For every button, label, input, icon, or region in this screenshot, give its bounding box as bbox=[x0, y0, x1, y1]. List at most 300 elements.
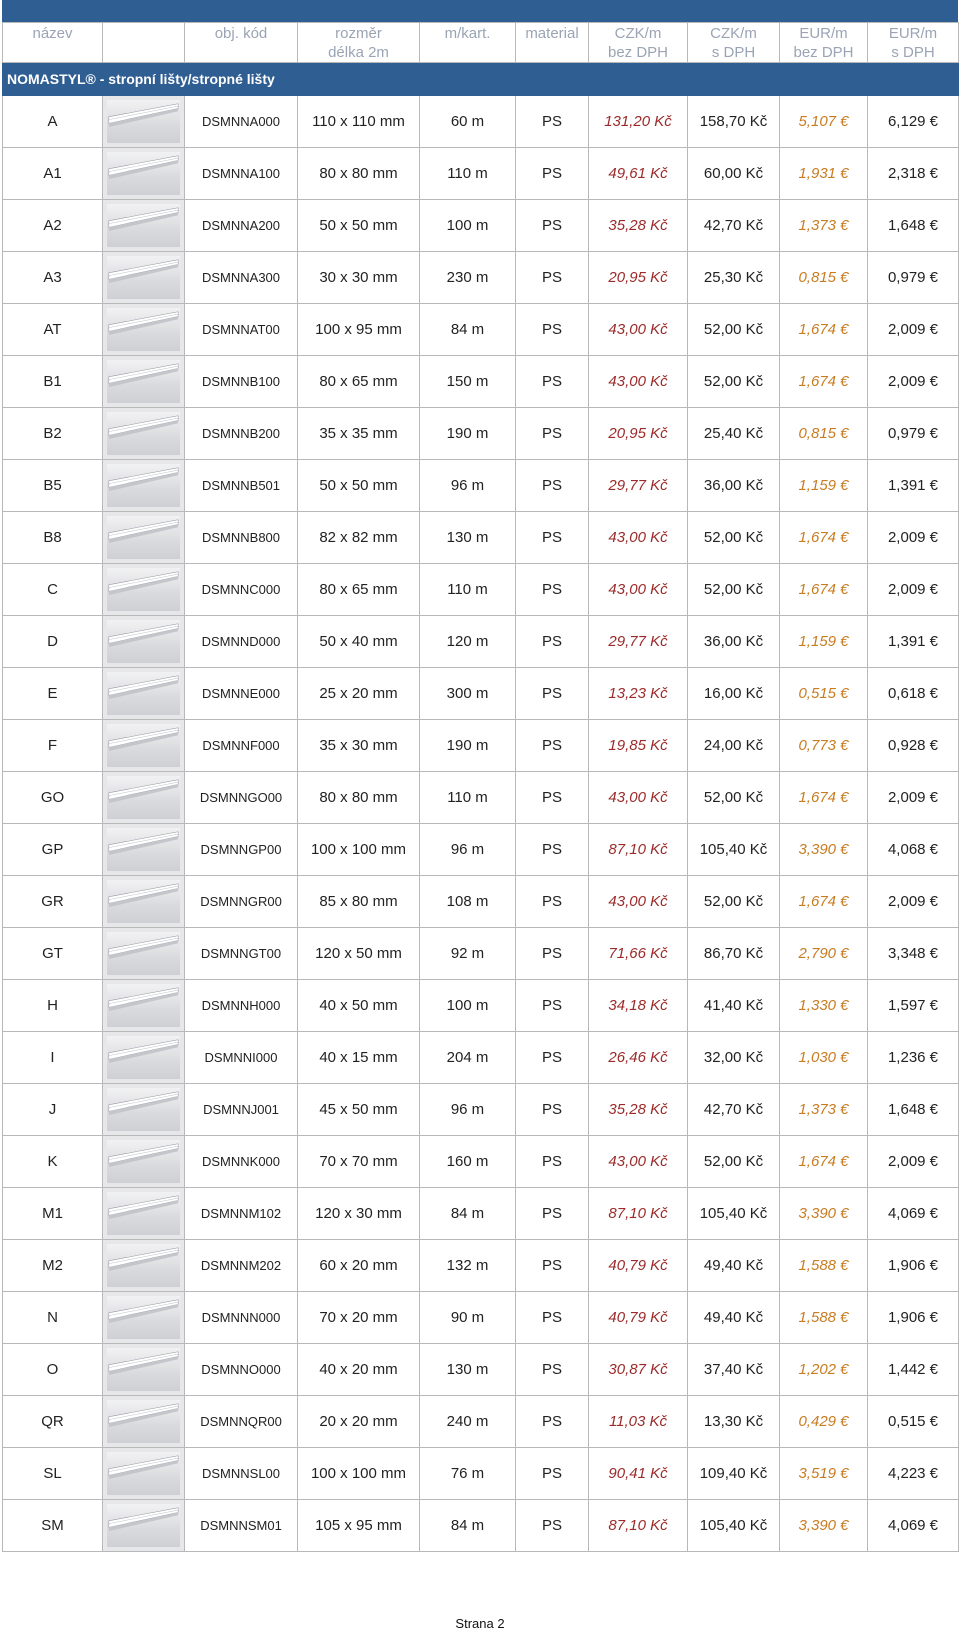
molding-photo bbox=[107, 1504, 180, 1547]
molding-photo bbox=[107, 828, 180, 871]
molding-image bbox=[103, 668, 185, 720]
cell-per-carton: 150 m bbox=[420, 356, 516, 408]
section-title: NOMASTYL® - stropní lišty/stropné lišty bbox=[3, 63, 959, 96]
header-czk-net: CZK/m bez DPH bbox=[589, 23, 688, 63]
cell-eur-net: 1,588 € bbox=[780, 1240, 868, 1292]
cell-czk-net: 49,61 Kč bbox=[589, 148, 688, 200]
cell-material: PS bbox=[516, 408, 589, 460]
table-row bbox=[3, 252, 959, 304]
cell-size: 80 x 65 mm bbox=[298, 356, 420, 408]
molding-photo bbox=[107, 1348, 180, 1391]
table-row bbox=[3, 564, 959, 616]
cell-per-carton: 96 m bbox=[420, 1084, 516, 1136]
cell-name: B1 bbox=[3, 356, 103, 408]
cell-per-carton: 90 m bbox=[420, 1292, 516, 1344]
cell-code: DSMNNAT00 bbox=[185, 304, 298, 356]
cell-per-carton: 190 m bbox=[420, 720, 516, 772]
cell-czk-net: 29,77 Kč bbox=[589, 460, 688, 512]
header-per-carton: m/kart. bbox=[420, 23, 516, 63]
cell-eur-net: 1,159 € bbox=[780, 616, 868, 668]
cell-eur-gross: 2,009 € bbox=[868, 356, 959, 408]
cell-eur-gross: 0,979 € bbox=[868, 408, 959, 460]
header-eur-gross: EUR/m s DPH bbox=[868, 23, 959, 63]
cell-code: DSMNNSM01 bbox=[185, 1500, 298, 1552]
cell-eur-net: 1,373 € bbox=[780, 1084, 868, 1136]
cell-size: 85 x 80 mm bbox=[298, 876, 420, 928]
molding-image bbox=[103, 1448, 185, 1500]
cell-czk-net: 20,95 Kč bbox=[589, 408, 688, 460]
cell-czk-gross: 49,40 Kč bbox=[688, 1292, 780, 1344]
cell-eur-net: 1,674 € bbox=[780, 564, 868, 616]
cell-czk-net: 71,66 Kč bbox=[589, 928, 688, 980]
molding-image bbox=[103, 1292, 185, 1344]
table-row bbox=[3, 96, 959, 148]
molding-photo bbox=[107, 724, 180, 767]
cell-material: PS bbox=[516, 668, 589, 720]
cell-czk-gross: 52,00 Kč bbox=[688, 876, 780, 928]
cell-czk-net: 43,00 Kč bbox=[589, 772, 688, 824]
cell-material: PS bbox=[516, 1084, 589, 1136]
cell-czk-gross: 52,00 Kč bbox=[688, 512, 780, 564]
cell-per-carton: 110 m bbox=[420, 148, 516, 200]
cell-eur-gross: 2,009 € bbox=[868, 564, 959, 616]
cell-czk-net: 40,79 Kč bbox=[589, 1292, 688, 1344]
cell-eur-net: 1,674 € bbox=[780, 772, 868, 824]
cell-czk-net: 35,28 Kč bbox=[589, 200, 688, 252]
cell-code: DSMNNGO00 bbox=[185, 772, 298, 824]
molding-image bbox=[103, 148, 185, 200]
cell-code: DSMNNH000 bbox=[185, 980, 298, 1032]
header-material: material bbox=[516, 23, 589, 63]
cell-material: PS bbox=[516, 1500, 589, 1552]
cell-size: 40 x 50 mm bbox=[298, 980, 420, 1032]
cell-czk-gross: 36,00 Kč bbox=[688, 616, 780, 668]
cell-code: DSMNNB800 bbox=[185, 512, 298, 564]
table-row bbox=[3, 1500, 959, 1552]
cell-name: A2 bbox=[3, 200, 103, 252]
molding-photo bbox=[107, 1088, 180, 1131]
molding-photo bbox=[107, 1244, 180, 1287]
cell-size: 80 x 65 mm bbox=[298, 564, 420, 616]
cell-code: DSMNNO000 bbox=[185, 1344, 298, 1396]
table-row bbox=[3, 1084, 959, 1136]
table-row bbox=[3, 616, 959, 668]
cell-name: N bbox=[3, 1292, 103, 1344]
cell-code: DSMNNF000 bbox=[185, 720, 298, 772]
cell-per-carton: 108 m bbox=[420, 876, 516, 928]
cell-eur-gross: 0,928 € bbox=[868, 720, 959, 772]
cell-size: 50 x 40 mm bbox=[298, 616, 420, 668]
cell-material: PS bbox=[516, 512, 589, 564]
cell-czk-net: 34,18 Kč bbox=[589, 980, 688, 1032]
table-row bbox=[3, 1292, 959, 1344]
molding-image bbox=[103, 1084, 185, 1136]
table-row bbox=[3, 980, 959, 1032]
cell-eur-net: 0,515 € bbox=[780, 668, 868, 720]
cell-czk-gross: 105,40 Kč bbox=[688, 1500, 780, 1552]
cell-eur-gross: 2,009 € bbox=[868, 1136, 959, 1188]
cell-code: DSMNNB100 bbox=[185, 356, 298, 408]
page-footer: Strana 2 bbox=[455, 1616, 505, 1631]
cell-per-carton: 240 m bbox=[420, 1396, 516, 1448]
cell-eur-gross: 4,069 € bbox=[868, 1188, 959, 1240]
cell-czk-net: 43,00 Kč bbox=[589, 304, 688, 356]
table-row bbox=[3, 512, 959, 564]
cell-czk-gross: 52,00 Kč bbox=[688, 356, 780, 408]
cell-size: 120 x 30 mm bbox=[298, 1188, 420, 1240]
cell-size: 35 x 35 mm bbox=[298, 408, 420, 460]
cell-size: 50 x 50 mm bbox=[298, 200, 420, 252]
header-czk-gross: CZK/m s DPH bbox=[688, 23, 780, 63]
cell-czk-net: 131,20 Kč bbox=[589, 96, 688, 148]
cell-name: A bbox=[3, 96, 103, 148]
cell-name: GO bbox=[3, 772, 103, 824]
cell-size: 70 x 70 mm bbox=[298, 1136, 420, 1188]
cell-size: 80 x 80 mm bbox=[298, 772, 420, 824]
cell-eur-net: 1,330 € bbox=[780, 980, 868, 1032]
cell-czk-net: 43,00 Kč bbox=[589, 876, 688, 928]
table-row bbox=[3, 148, 959, 200]
cell-eur-gross: 1,391 € bbox=[868, 616, 959, 668]
cell-czk-net: 43,00 Kč bbox=[589, 564, 688, 616]
cell-per-carton: 76 m bbox=[420, 1448, 516, 1500]
cell-per-carton: 130 m bbox=[420, 1344, 516, 1396]
cell-code: DSMNND000 bbox=[185, 616, 298, 668]
cell-material: PS bbox=[516, 1240, 589, 1292]
cell-material: PS bbox=[516, 876, 589, 928]
cell-eur-net: 5,107 € bbox=[780, 96, 868, 148]
cell-material: PS bbox=[516, 616, 589, 668]
cell-czk-gross: 24,00 Kč bbox=[688, 720, 780, 772]
cell-per-carton: 92 m bbox=[420, 928, 516, 980]
table-row bbox=[3, 772, 959, 824]
molding-image bbox=[103, 304, 185, 356]
cell-eur-gross: 6,129 € bbox=[868, 96, 959, 148]
table-row bbox=[3, 460, 959, 512]
table-row bbox=[3, 408, 959, 460]
table-row bbox=[3, 824, 959, 876]
cell-eur-gross: 2,009 € bbox=[868, 876, 959, 928]
cell-per-carton: 230 m bbox=[420, 252, 516, 304]
cell-per-carton: 300 m bbox=[420, 668, 516, 720]
table-row bbox=[3, 200, 959, 252]
cell-material: PS bbox=[516, 96, 589, 148]
table-row bbox=[3, 1032, 959, 1084]
cell-eur-gross: 1,597 € bbox=[868, 980, 959, 1032]
cell-per-carton: 96 m bbox=[420, 824, 516, 876]
molding-photo bbox=[107, 204, 180, 247]
cell-material: PS bbox=[516, 1032, 589, 1084]
cell-czk-net: 87,10 Kč bbox=[589, 1188, 688, 1240]
cell-eur-gross: 1,442 € bbox=[868, 1344, 959, 1396]
table-row bbox=[3, 668, 959, 720]
cell-eur-net: 3,390 € bbox=[780, 1500, 868, 1552]
molding-image bbox=[103, 408, 185, 460]
cell-eur-net: 1,674 € bbox=[780, 876, 868, 928]
molding-image bbox=[103, 928, 185, 980]
molding-photo bbox=[107, 308, 180, 351]
cell-size: 80 x 80 mm bbox=[298, 148, 420, 200]
cell-czk-net: 43,00 Kč bbox=[589, 1136, 688, 1188]
molding-photo bbox=[107, 932, 180, 975]
cell-material: PS bbox=[516, 928, 589, 980]
cell-name: J bbox=[3, 1084, 103, 1136]
molding-photo bbox=[107, 620, 180, 663]
cell-name: F bbox=[3, 720, 103, 772]
cell-czk-gross: 105,40 Kč bbox=[688, 1188, 780, 1240]
table-row bbox=[3, 356, 959, 408]
cell-czk-gross: 52,00 Kč bbox=[688, 564, 780, 616]
molding-image bbox=[103, 720, 185, 772]
molding-photo bbox=[107, 672, 180, 715]
cell-czk-gross: 37,40 Kč bbox=[688, 1344, 780, 1396]
table-row bbox=[3, 1240, 959, 1292]
cell-eur-net: 0,815 € bbox=[780, 408, 868, 460]
table-row bbox=[3, 928, 959, 980]
cell-size: 100 x 100 mm bbox=[298, 1448, 420, 1500]
cell-code: DSMNNA000 bbox=[185, 96, 298, 148]
cell-size: 35 x 30 mm bbox=[298, 720, 420, 772]
cell-czk-net: 30,87 Kč bbox=[589, 1344, 688, 1396]
cell-name: AT bbox=[3, 304, 103, 356]
molding-photo bbox=[107, 1192, 180, 1235]
cell-code: DSMNNM102 bbox=[185, 1188, 298, 1240]
cell-eur-gross: 2,009 € bbox=[868, 772, 959, 824]
cell-code: DSMNNJ001 bbox=[185, 1084, 298, 1136]
cell-size: 40 x 20 mm bbox=[298, 1344, 420, 1396]
molding-image bbox=[103, 564, 185, 616]
cell-eur-net: 1,159 € bbox=[780, 460, 868, 512]
cell-code: DSMNNE000 bbox=[185, 668, 298, 720]
molding-image bbox=[103, 980, 185, 1032]
cell-size: 82 x 82 mm bbox=[298, 512, 420, 564]
cell-czk-gross: 52,00 Kč bbox=[688, 1136, 780, 1188]
table-row bbox=[3, 876, 959, 928]
cell-name: M1 bbox=[3, 1188, 103, 1240]
cell-size: 50 x 50 mm bbox=[298, 460, 420, 512]
cell-czk-gross: 105,40 Kč bbox=[688, 824, 780, 876]
cell-eur-net: 1,674 € bbox=[780, 512, 868, 564]
cell-eur-net: 0,773 € bbox=[780, 720, 868, 772]
cell-name: K bbox=[3, 1136, 103, 1188]
cell-code: DSMNNN000 bbox=[185, 1292, 298, 1344]
header-code: obj. kód bbox=[185, 23, 298, 63]
cell-size: 45 x 50 mm bbox=[298, 1084, 420, 1136]
cell-czk-net: 87,10 Kč bbox=[589, 824, 688, 876]
cell-czk-net: 43,00 Kč bbox=[589, 356, 688, 408]
table-body bbox=[3, 96, 959, 1552]
cell-eur-net: 1,674 € bbox=[780, 1136, 868, 1188]
cell-eur-net: 1,202 € bbox=[780, 1344, 868, 1396]
molding-image bbox=[103, 512, 185, 564]
cell-czk-net: 26,46 Kč bbox=[589, 1032, 688, 1084]
cell-czk-gross: 25,30 Kč bbox=[688, 252, 780, 304]
cell-eur-gross: 2,009 € bbox=[868, 304, 959, 356]
molding-photo bbox=[107, 516, 180, 559]
cell-czk-gross: 60,00 Kč bbox=[688, 148, 780, 200]
cell-size: 100 x 95 mm bbox=[298, 304, 420, 356]
cell-czk-gross: 32,00 Kč bbox=[688, 1032, 780, 1084]
molding-image bbox=[103, 1396, 185, 1448]
cell-czk-net: 35,28 Kč bbox=[589, 1084, 688, 1136]
cell-name: A3 bbox=[3, 252, 103, 304]
cell-material: PS bbox=[516, 1448, 589, 1500]
cell-czk-gross: 49,40 Kč bbox=[688, 1240, 780, 1292]
cell-material: PS bbox=[516, 1188, 589, 1240]
molding-image bbox=[103, 1344, 185, 1396]
cell-czk-net: 19,85 Kč bbox=[589, 720, 688, 772]
top-bar bbox=[2, 0, 958, 22]
cell-material: PS bbox=[516, 1136, 589, 1188]
cell-czk-gross: 86,70 Kč bbox=[688, 928, 780, 980]
cell-material: PS bbox=[516, 720, 589, 772]
cell-size: 120 x 50 mm bbox=[298, 928, 420, 980]
cell-per-carton: 60 m bbox=[420, 96, 516, 148]
cell-material: PS bbox=[516, 564, 589, 616]
table-row bbox=[3, 304, 959, 356]
cell-czk-gross: 25,40 Kč bbox=[688, 408, 780, 460]
cell-code: DSMNNGT00 bbox=[185, 928, 298, 980]
cell-per-carton: 120 m bbox=[420, 616, 516, 668]
molding-image bbox=[103, 1500, 185, 1552]
molding-image bbox=[103, 1188, 185, 1240]
cell-per-carton: 110 m bbox=[420, 772, 516, 824]
section-row bbox=[3, 63, 959, 96]
cell-code: DSMNNM202 bbox=[185, 1240, 298, 1292]
cell-name: E bbox=[3, 668, 103, 720]
cell-eur-net: 1,931 € bbox=[780, 148, 868, 200]
cell-name: H bbox=[3, 980, 103, 1032]
cell-czk-net: 11,03 Kč bbox=[589, 1396, 688, 1448]
cell-code: DSMNNGR00 bbox=[185, 876, 298, 928]
cell-material: PS bbox=[516, 460, 589, 512]
molding-photo bbox=[107, 1400, 180, 1443]
table-row bbox=[3, 1344, 959, 1396]
cell-eur-gross: 1,648 € bbox=[868, 1084, 959, 1136]
cell-eur-net: 1,588 € bbox=[780, 1292, 868, 1344]
cell-per-carton: 84 m bbox=[420, 304, 516, 356]
cell-size: 105 x 95 mm bbox=[298, 1500, 420, 1552]
header-eur-net: EUR/m bez DPH bbox=[780, 23, 868, 63]
cell-name: SL bbox=[3, 1448, 103, 1500]
cell-material: PS bbox=[516, 148, 589, 200]
cell-size: 110 x 110 mm bbox=[298, 96, 420, 148]
cell-czk-net: 20,95 Kč bbox=[589, 252, 688, 304]
cell-code: DSMNNB501 bbox=[185, 460, 298, 512]
cell-material: PS bbox=[516, 824, 589, 876]
cell-eur-net: 0,815 € bbox=[780, 252, 868, 304]
molding-photo bbox=[107, 464, 180, 507]
cell-material: PS bbox=[516, 356, 589, 408]
cell-czk-gross: 13,30 Kč bbox=[688, 1396, 780, 1448]
cell-eur-net: 0,429 € bbox=[780, 1396, 868, 1448]
cell-material: PS bbox=[516, 1292, 589, 1344]
molding-photo bbox=[107, 776, 180, 819]
molding-image bbox=[103, 616, 185, 668]
cell-name: GT bbox=[3, 928, 103, 980]
cell-name: D bbox=[3, 616, 103, 668]
cell-eur-gross: 1,648 € bbox=[868, 200, 959, 252]
cell-czk-gross: 158,70 Kč bbox=[688, 96, 780, 148]
cell-eur-gross: 4,223 € bbox=[868, 1448, 959, 1500]
molding-photo bbox=[107, 1296, 180, 1339]
cell-size: 40 x 15 mm bbox=[298, 1032, 420, 1084]
cell-material: PS bbox=[516, 772, 589, 824]
cell-per-carton: 84 m bbox=[420, 1188, 516, 1240]
cell-eur-net: 1,030 € bbox=[780, 1032, 868, 1084]
cell-code: DSMNNSL00 bbox=[185, 1448, 298, 1500]
cell-size: 20 x 20 mm bbox=[298, 1396, 420, 1448]
molding-photo bbox=[107, 256, 180, 299]
cell-czk-gross: 42,70 Kč bbox=[688, 1084, 780, 1136]
cell-eur-net: 1,674 € bbox=[780, 356, 868, 408]
cell-size: 60 x 20 mm bbox=[298, 1240, 420, 1292]
cell-name: B5 bbox=[3, 460, 103, 512]
cell-eur-net: 1,674 € bbox=[780, 304, 868, 356]
cell-eur-gross: 1,906 € bbox=[868, 1240, 959, 1292]
cell-eur-gross: 1,391 € bbox=[868, 460, 959, 512]
cell-czk-gross: 41,40 Kč bbox=[688, 980, 780, 1032]
cell-material: PS bbox=[516, 980, 589, 1032]
cell-name: B8 bbox=[3, 512, 103, 564]
cell-eur-gross: 0,515 € bbox=[868, 1396, 959, 1448]
cell-czk-net: 29,77 Kč bbox=[589, 616, 688, 668]
cell-code: DSMNNK000 bbox=[185, 1136, 298, 1188]
cell-name: GR bbox=[3, 876, 103, 928]
cell-czk-gross: 52,00 Kč bbox=[688, 772, 780, 824]
cell-code: DSMNNI000 bbox=[185, 1032, 298, 1084]
cell-per-carton: 96 m bbox=[420, 460, 516, 512]
cell-code: DSMNNA300 bbox=[185, 252, 298, 304]
cell-name: QR bbox=[3, 1396, 103, 1448]
cell-per-carton: 160 m bbox=[420, 1136, 516, 1188]
cell-eur-net: 2,790 € bbox=[780, 928, 868, 980]
cell-per-carton: 132 m bbox=[420, 1240, 516, 1292]
cell-material: PS bbox=[516, 252, 589, 304]
cell-czk-gross: 42,70 Kč bbox=[688, 200, 780, 252]
cell-name: M2 bbox=[3, 1240, 103, 1292]
molding-image bbox=[103, 1136, 185, 1188]
cell-czk-gross: 52,00 Kč bbox=[688, 304, 780, 356]
cell-eur-gross: 2,009 € bbox=[868, 512, 959, 564]
molding-photo bbox=[107, 1452, 180, 1495]
cell-eur-net: 1,373 € bbox=[780, 200, 868, 252]
molding-photo bbox=[107, 152, 180, 195]
molding-photo bbox=[107, 360, 180, 403]
molding-photo bbox=[107, 100, 180, 143]
header-image bbox=[103, 23, 185, 63]
molding-photo bbox=[107, 880, 180, 923]
molding-image bbox=[103, 96, 185, 148]
cell-name: B2 bbox=[3, 408, 103, 460]
cell-eur-net: 3,390 € bbox=[780, 824, 868, 876]
table-row bbox=[3, 1448, 959, 1500]
cell-per-carton: 130 m bbox=[420, 512, 516, 564]
cell-czk-net: 90,41 Kč bbox=[589, 1448, 688, 1500]
cell-per-carton: 84 m bbox=[420, 1500, 516, 1552]
cell-eur-gross: 0,618 € bbox=[868, 668, 959, 720]
cell-code: DSMNNGP00 bbox=[185, 824, 298, 876]
cell-eur-gross: 4,068 € bbox=[868, 824, 959, 876]
cell-material: PS bbox=[516, 1344, 589, 1396]
table-row bbox=[3, 1136, 959, 1188]
molding-image bbox=[103, 876, 185, 928]
cell-czk-gross: 109,40 Kč bbox=[688, 1448, 780, 1500]
table-row bbox=[3, 1396, 959, 1448]
cell-size: 30 x 30 mm bbox=[298, 252, 420, 304]
cell-name: O bbox=[3, 1344, 103, 1396]
cell-eur-gross: 1,906 € bbox=[868, 1292, 959, 1344]
